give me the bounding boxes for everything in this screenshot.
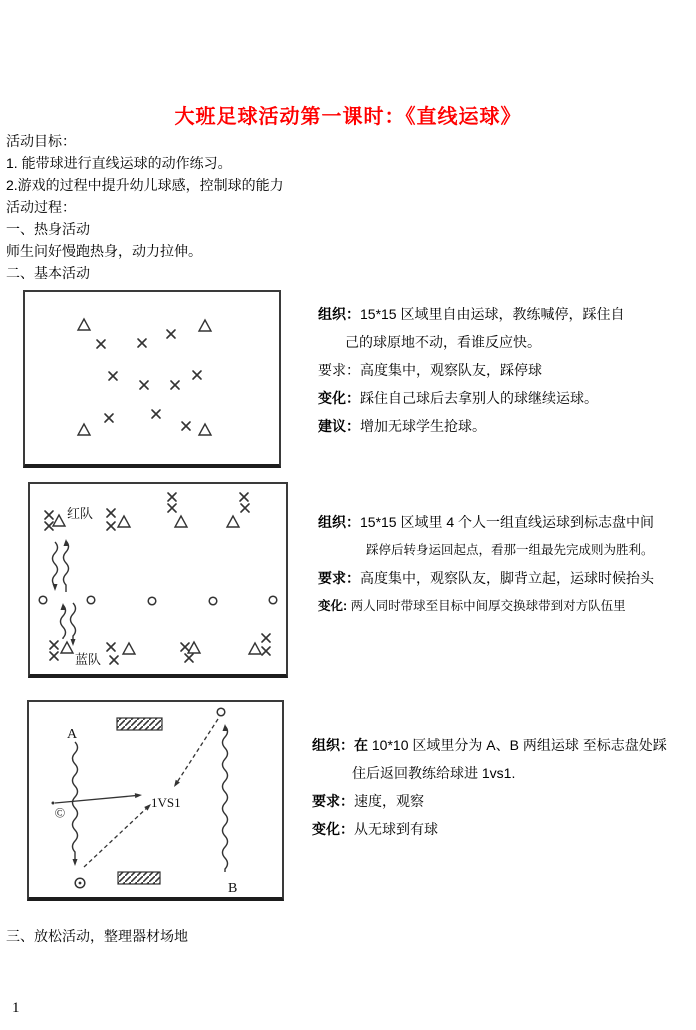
player-x-marker bbox=[107, 643, 115, 651]
player-x-marker bbox=[50, 641, 58, 649]
disc-circle-marker bbox=[87, 596, 95, 604]
player-x-marker bbox=[193, 371, 201, 379]
intro-block bbox=[6, 130, 284, 284]
note-text: 10*10 区域里分为 A、B 两组运球 至标志盘处踩 bbox=[368, 737, 667, 753]
note-label: 要求： bbox=[318, 362, 360, 378]
disc-circle-marker bbox=[217, 708, 225, 716]
note-label: 变化： bbox=[312, 821, 354, 837]
disc-dot-marker bbox=[75, 878, 85, 888]
player-x-marker bbox=[185, 654, 193, 662]
intro-line: 1. 能带球进行直线运球的动作练习。 bbox=[6, 155, 232, 171]
pass-arrow bbox=[55, 793, 142, 803]
cone-triangle-marker bbox=[249, 643, 261, 654]
intro-line: 活动目标： bbox=[6, 133, 76, 149]
player-x-marker bbox=[110, 656, 118, 664]
note-bold-prefix: 在 bbox=[354, 737, 368, 753]
note-text: 高度集中，观察队友，踩停球 bbox=[360, 362, 542, 378]
diagram-free-dribble bbox=[23, 290, 281, 468]
player-x-marker bbox=[107, 509, 115, 517]
diagram-relay-dribble bbox=[28, 482, 288, 678]
notes-free-dribble bbox=[318, 300, 696, 440]
intro-line: 二、基本活动 bbox=[6, 265, 90, 281]
player-x-marker bbox=[105, 414, 113, 422]
diagram-label: 1VS1 bbox=[151, 795, 181, 810]
player-x-marker bbox=[167, 330, 175, 338]
player-x-marker bbox=[171, 381, 179, 389]
page-title: 大班足球活动第一课时：《直线运球》 bbox=[174, 106, 522, 128]
intro-line: 活动过程： bbox=[6, 199, 76, 215]
intro-line: 师生问好慢跑热身，动力拉伸。 bbox=[6, 243, 202, 259]
note-line bbox=[318, 412, 696, 440]
diagram-label: A bbox=[67, 727, 78, 742]
cone-triangle-marker bbox=[61, 642, 73, 653]
hatched-goal-zone bbox=[118, 872, 160, 884]
player-x-marker bbox=[45, 511, 53, 519]
dashed-pass-arrow bbox=[84, 804, 151, 867]
player-x-marker bbox=[262, 634, 270, 642]
player-x-marker bbox=[45, 522, 53, 530]
note-line bbox=[318, 508, 696, 536]
note-label: 组织： bbox=[318, 514, 360, 530]
wavy-dribble-path bbox=[64, 539, 69, 592]
note-text: 15*15 区域里 4 个人一组直线运球到标志盘中间 bbox=[360, 514, 655, 530]
wavy-dribble-path bbox=[53, 542, 58, 591]
note-line bbox=[312, 815, 694, 843]
diagram-one-vs-one bbox=[27, 700, 284, 901]
player-x-marker bbox=[138, 339, 146, 347]
disc-circle-marker bbox=[269, 596, 277, 604]
wavy-dribble-path bbox=[61, 603, 66, 639]
note-label: 组织： bbox=[318, 306, 360, 322]
hatched-goal-zone bbox=[117, 718, 162, 730]
note-line bbox=[318, 564, 696, 592]
note-line bbox=[318, 328, 696, 356]
player-x-marker bbox=[140, 381, 148, 389]
player-x-marker bbox=[181, 643, 189, 651]
player-x-marker bbox=[97, 340, 105, 348]
note-label: 要求： bbox=[312, 793, 354, 809]
player-x-marker bbox=[107, 522, 115, 530]
disc-circle-marker bbox=[39, 596, 47, 604]
note-line bbox=[312, 787, 694, 815]
note-text: 速度，观察 bbox=[354, 793, 424, 809]
note-label: 要求： bbox=[318, 570, 360, 586]
disc-circle-marker bbox=[148, 597, 156, 605]
diagram-label: 红队 bbox=[67, 506, 94, 521]
note-label: 变化： bbox=[318, 390, 360, 406]
wavy-dribble-path bbox=[71, 603, 76, 646]
dashed-pass-arrow bbox=[174, 719, 218, 787]
note-line bbox=[318, 384, 696, 412]
notes-one-vs-one bbox=[312, 731, 694, 843]
cone-triangle-marker bbox=[118, 516, 130, 527]
player-x-marker bbox=[262, 647, 270, 655]
note-line bbox=[318, 592, 696, 620]
diagram-label: B bbox=[228, 881, 238, 896]
intro-line: 一、热身活动 bbox=[6, 221, 90, 237]
player-x-marker bbox=[109, 372, 117, 380]
note-line bbox=[312, 759, 694, 787]
diagram-label: 蓝队 bbox=[75, 652, 102, 667]
note-text: 两人同时带球至目标中间厚交换球带到对方队伍里 bbox=[347, 599, 626, 613]
cone-triangle-marker bbox=[53, 515, 65, 526]
ball-copyright-marker: © bbox=[54, 806, 66, 822]
note-text: 增加无球学生抢球。 bbox=[360, 418, 486, 434]
note-line bbox=[318, 356, 696, 384]
start-dot-marker bbox=[52, 802, 55, 805]
player-x-marker bbox=[240, 493, 248, 501]
closing-line: 三、放松活动，整理器材场地 bbox=[6, 928, 188, 944]
cone-triangle-marker bbox=[78, 319, 90, 330]
wavy-dribble-path bbox=[223, 724, 228, 872]
note-line bbox=[318, 300, 696, 328]
cone-triangle-marker bbox=[199, 320, 211, 331]
note-text: 从无球到有球 bbox=[354, 821, 438, 837]
cone-triangle-marker bbox=[188, 642, 200, 653]
disc-circle-marker bbox=[209, 597, 217, 605]
note-line bbox=[312, 731, 694, 759]
intro-line: 2.游戏的过程中提升幼儿球感，控制球的能力 bbox=[6, 177, 284, 193]
player-x-marker bbox=[168, 504, 176, 512]
player-x-marker bbox=[182, 422, 190, 430]
player-x-marker bbox=[241, 504, 249, 512]
note-text: 住后返回教练给球进 1vs1. bbox=[352, 765, 516, 781]
note-label: 变化: bbox=[318, 599, 348, 613]
note-label: 建议： bbox=[318, 418, 360, 434]
note-text: 高度集中，观察队友，脚背立起，运球时候抬头 bbox=[360, 570, 654, 586]
wavy-dribble-path bbox=[73, 742, 78, 866]
note-label: 组织： bbox=[312, 737, 354, 753]
note-line bbox=[318, 536, 696, 564]
note-text: 踩住自己球后去拿别人的球继续运球。 bbox=[360, 390, 598, 406]
cone-triangle-marker bbox=[175, 516, 187, 527]
note-text: 踩停后转身运回起点，看那一组最先完成则为胜利。 bbox=[366, 543, 654, 557]
cone-triangle-marker bbox=[227, 516, 239, 527]
player-x-marker bbox=[168, 493, 176, 501]
page-number: 1 bbox=[12, 1000, 20, 1016]
cone-triangle-marker bbox=[123, 643, 135, 654]
note-text: 己的球原地不动，看谁反应快。 bbox=[345, 334, 541, 350]
player-x-marker bbox=[50, 652, 58, 660]
cone-triangle-marker bbox=[199, 424, 211, 435]
notes-relay-dribble bbox=[318, 508, 696, 620]
note-text: 15*15 区域里自由运球，教练喊停，踩住自 bbox=[360, 306, 625, 322]
cone-triangle-marker bbox=[78, 424, 90, 435]
player-x-marker bbox=[152, 410, 160, 418]
